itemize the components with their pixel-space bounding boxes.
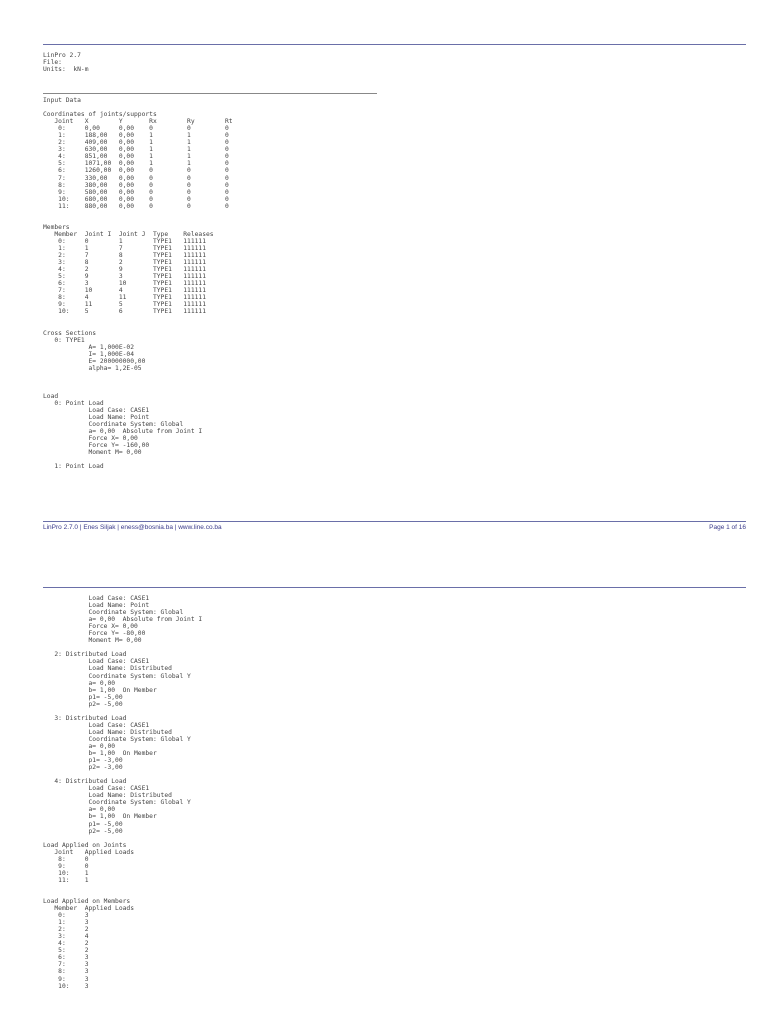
header-rule [43,44,746,45]
load-details-section: Load Case: CASE1 Load Name: Point Coordinate System: Global a= 0,00 Absolute from Joint I Force X= 0,00 Force Y= -80,00 Moment M= 0,00 2: Distributed Load Load Case: CASE1 Load Name: Distributed Coordinate System: Global Y a= 0,00 b= 1,00 On Member p1= -5,00 p2= -5,00 3: Distributed Load Load Case: CASE1 Load Name: Distributed Coordinate System: Global Y a= 0,00 b= 1,00 On Member p1= -3,00 p2= -3,00 4: Distributed Load Load Case: CASE1 Load Name: Distributed Coordinate System: Global Y a= 0,00 b= 1,00 On Member p1= -5,00 p2= -5,00 Load Applied on Joints Joint Applied Loads 8: 0 9: 0 10: 1 11: 1 Load Applied on Members Member Applied Loads 0: 3 1: 3 2: 2 3: 4 4: 2 5: 2 6: 3 7: 3 8: 3 9: 3 10: 3 [43,595,203,990]
header-rule [43,587,746,588]
footer-rule [43,521,746,522]
report-header: LinPro 2.7 File: Units: kN-m [43,52,89,74]
footer-credits: LinPro 2.7.0 | Enes Siljak | eness@bosnia.ba | www.line.co.ba [43,524,222,531]
input-data-section: Input Data Coordinates of joints/supports Joint X Y Rx Ry Rt 0: 0,00 0,00 0 0 0 1: 188,00 0,00 1 1 0 2: 409,00 0,00 1 1 0 3: 630,00 0,00 1 1 0 4: 851,00 0,00 1 1 0 5: 1071,00 0,00 1 1 0 6: 1260,00 0,00 0 0 0 7: 330,00 0,00 0 0 0 8: 380,00 0,00 0 0 0 9: 580,00 0,00 0 0 0 10: 680,00 0,00 0 0 0 11: 880,00 0,00 0 0 0 Members Member Joint I Joint J Type Releases 0: 0 1 TYPE1 111111 1: 1 7 TYPE1 111111 2: 7 8 TYPE1 111111 3: 8 2 TYPE1 111111 4: 2 9 TYPE1 111111 5: 9 3 TYPE1 111111 6: 3 10 TYPE1 111111 7: 10 4 TYPE1 111111 8: 4 11 TYPE1 111111 9: 11 5 TYPE1 111111 10: 5 6 TYPE1 111111 Cross Sections 0: TYPE1 A= 1,000E-02 I= 1,000E-04 E= 200000000,00 alpha= 1,2E-05 Load 0: Point Load Load Case: CASE1 Load Name: Point Coordinate System: Global a= 0,00 Absolute from Joint I Force X= 0,00 Force Y= -160,00 Moment M= 0,00 1: Point Load [43,97,233,471]
report-page-2 [0,580,768,1024]
header-separator [43,93,377,94]
page-number: Page 1 of 16 [709,524,746,531]
